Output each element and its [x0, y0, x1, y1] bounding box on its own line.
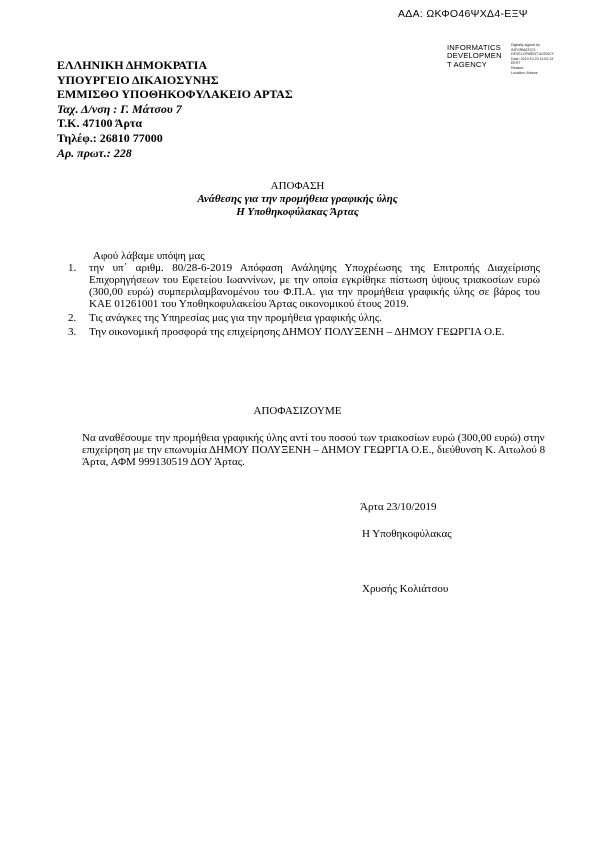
stamp-fine-line: INFORMATICS	[511, 47, 536, 52]
letterhead-phone: Τηλέφ.: 26810 77000	[57, 130, 163, 145]
intro-text: Αφού λάβαμε υπόψη μας	[93, 250, 205, 262]
stamp-line: T AGENCY	[447, 59, 487, 69]
letterhead	[57, 58, 293, 160]
title-subject: Ανάθεσης για την προμήθεια γραφικής ύλης	[197, 193, 398, 205]
list-item	[68, 262, 540, 310]
stamp-line: DEVELOPMEN	[447, 51, 502, 61]
decision-heading: ΑΠΟΦΑΣΙΖΟΥΜΕ	[253, 405, 342, 417]
list-item	[68, 326, 540, 338]
signatory-name: Χρυσής Κολιάτσου	[362, 583, 449, 595]
title-authority: Η Υποθηκοφύλακας Άρτας	[236, 206, 359, 218]
list-item-number: 2.	[68, 312, 77, 324]
signature-stamp-title	[447, 44, 505, 69]
stamp-fine-line: EEST	[511, 61, 521, 66]
stamp-fine-line: Location: Athens	[511, 70, 538, 75]
considerations-list	[68, 262, 540, 340]
ada-code: ΑΔΑ: ΩΚΦΟ46ΨΧΔ4-ΕΞΨ	[398, 8, 528, 20]
stamp-line: INFORMATICS	[447, 43, 501, 52]
list-item-number: 3.	[68, 326, 77, 338]
stamp-fine-line: Digitally signed by	[511, 43, 540, 47]
stamp-fine-line: Reason:	[511, 65, 525, 70]
stamp-fine-line: DEVELOPMENT AGENCY	[511, 52, 555, 57]
title-main: ΑΠΟΦΑΣΗ	[270, 180, 325, 192]
document-title	[0, 180, 595, 219]
list-item-number: 1.	[68, 262, 77, 274]
letterhead-ministry: ΥΠΟΥΡΓΕΙΟ ΔΙΚΑΙΟΣΥΝΗΣ	[57, 72, 219, 87]
list-item	[68, 312, 540, 324]
decision-text: Να αναθέσουμε την προμήθεια γραφικής ύλης αντί του ποσού των τριακοσίων ευρώ (300,00 ευρώ) στην επιχείρηση με την επωνυμία ΔΗΜΟΥ ΠΟΛΥΞΕΝΗ – ΔΗΜΟΥ ΓΕΩΡΓΙΑ Ο.Ε., διεύθυνση Κ. Αιτωλού 8 Άρτα, ΑΦΜ 999130519 ΔΟΥ Άρτας.	[82, 432, 546, 468]
letterhead-address: Ταχ. Δ/νση : Γ. Μάτσου 7	[57, 101, 182, 116]
letterhead-office: ΕΜΜΙΣΘΟ ΥΠΟΘΗΚΟΦΥΛΑΚΕΙΟ ΑΡΤΑΣ	[57, 87, 293, 102]
list-item-text: Την οικονομική προσφορά της επιχείρησης ΔΗΜΟΥ ΠΟΛΥΞΕΝΗ – ΔΗΜΟΥ ΓΕΩΡΓΙΑ Ο.Ε.	[89, 326, 505, 338]
signatory-role: Η Υποθηκοφύλακας	[362, 528, 452, 540]
document-date: Άρτα 23/10/2019	[360, 501, 437, 513]
list-item-text: Τις ανάγκες της Υπηρεσίας μας για την προμήθεια γραφικής ύλης.	[89, 312, 382, 324]
signature-stamp-details	[511, 43, 569, 75]
letterhead-postal: Τ.Κ. 47100 Άρτα	[57, 116, 143, 131]
letterhead-protocol: Αρ. πρωτ.: 228	[57, 145, 132, 160]
list-item-text: την υπ΄ αριθμ. 80/28-6-2019 Απόφαση Ανάληψης Υποχρέωσης της Επιτροπής Διαχείρισης Επιχορηγήσεων του Εφετείου Ιωαννίνων, με την οποία εγκρίθηκε πίστωση ύψους τριακοσίων ευρώ (300,00 ευρώ) συμπεριλαμβανομένου του Φ.Π.Α. για την προμήθεια γραφικής ύλης σε βάρος του ΚΑΕ 01261001 του Υποθηκοφυλακείου Άρτας οικονομικού έτους 2019.	[89, 262, 540, 310]
letterhead-country: ΕΛΛΗΝΙΚΗ ΔΗΜΟΚΡΑΤΙΑ	[57, 58, 208, 72]
stamp-fine-line: Date: 2019.10.23 11:02:13	[511, 56, 554, 61]
